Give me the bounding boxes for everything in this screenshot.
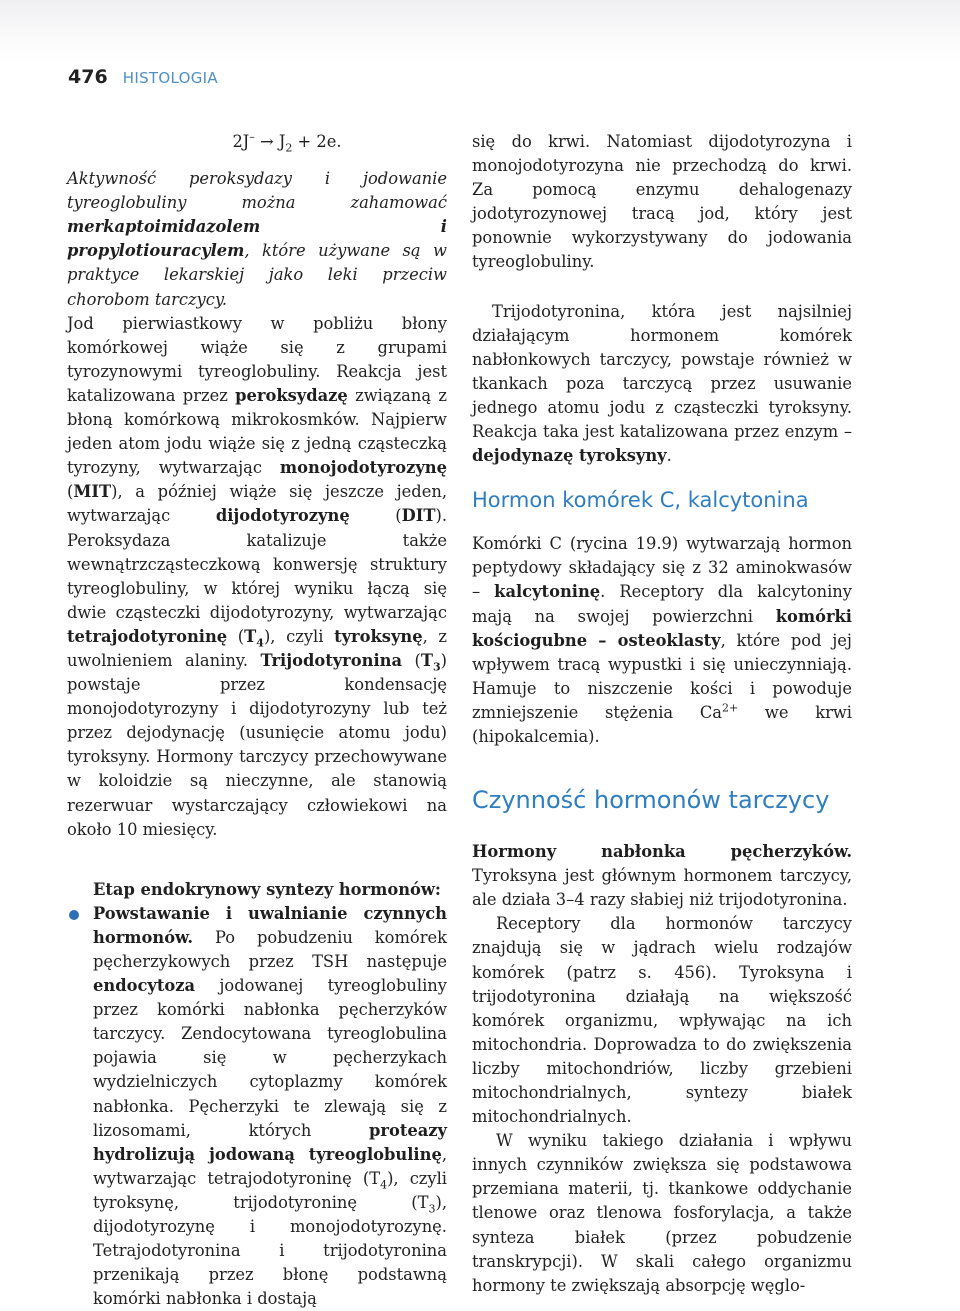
receptors-paragraph: Receptory dla hormonów tarczycy znajdują się w jądrach wielu rodzajów komórek (patrz s. 456). Tyroksyna i trijodotyronina działają na większość komórek organizmu, wpływając na ich mitochondria. Doprowadza to do zwiększenia liczby mitochondriów, liczby grzebieni mitochondrialnych, syntezy białek mitochondrialnych.	[472, 914, 852, 1127]
peroxidase-inhibition-note: Aktywność peroksydazy i jodowanie tyreoglobuliny można zahamować merkaptoimidazolem i propylotiouracylem, które używane są w praktyce lekarskiej jako leki przeciw chorobom tarczycy.	[67, 169, 447, 309]
metabolism-paragraph: W wyniku takiego działania i wpływu innych czynników zwiększa się podstawowa przemiana materii, tj. tkankowe oddychanie tlenowe oraz tlenowa fosforylacja, a także synteza białek (przez pobudzenie transkrypcji). W skali całego organizmu hormony te zwiększają absorpcję węglo-	[472, 1131, 852, 1295]
calcitonin-heading: Hormon komórek C, kalcytonina	[472, 488, 809, 513]
thyroid-function-heading: Czynność hormonów tarczycy	[472, 786, 830, 815]
left-column	[67, 130, 447, 1311]
spacer	[67, 842, 447, 878]
bullet-dot-icon	[69, 910, 79, 920]
section-name: HISTOLOGIA	[122, 69, 218, 87]
spacer	[472, 815, 852, 840]
iodine-equation: $2J^- \to J_2 + 2e$.	[232, 130, 342, 155]
hormone-release-bullet: Powstawanie i uwalnianie czynnych hormonów. Po pobudzeniu komórek pęcherzykowych przez TSH następuje endocytoza jodowanej tyreoglobuliny przez komórki nabłonka pęcherzyków tarczycy. Zendocytowana tyreoglobulina pojawia się w pęcherzykach wydzielniczych cytoplazmy komórek nabłonka. Pęcherzyki te zlewają się z lizosomami, których proteazy hydrolizują jodowaną tyreoglobulinę, wytwarzając tetrajodotyroninę $(T_4)$, czyli tyroksynę, trijodotyroninę $(T_3)$, dijodotyrozynę i monojodotyrozynę. Tetrajodotyronina i trijodotyronina przenikają przez błonę podstawną komórki nabłonka i dostają	[67, 902, 447, 1311]
triiodothyronine-paragraph: Trijodotyronina, która jest najsilniej działającym hormonem komórek nabłonkowych tarczycy, powstaje również w tkankach poza tarczycą przez usuwanie jednego atomu jodu z cząsteczki tyroksyny. Reakcja taka jest katalizowana przez enzym – dejodynazę tyroksyny.	[472, 301, 852, 466]
header-band	[0, 0, 960, 62]
spacer	[472, 749, 852, 785]
spacer	[472, 275, 852, 300]
page-number: 476	[68, 66, 108, 88]
arrow-icon: →	[260, 132, 274, 151]
calcitonin-paragraph: Komórki C (rycina 19.9) wytwarzają hormon peptydowy składający się z 32 aminokwasów – kalcytoninę. Receptory dla kalcytoniny mają na swojej powierzchni komórki kościogubne – osteoklasty, które pod jej wpływem tracą wypustki i się unieczynniają. Hamuje to niszczenie kości i powoduje zmniejszenie stężenia $Ca^{2+}$ we krwi (hipokalcemia).	[472, 534, 853, 746]
right-column	[472, 130, 852, 1298]
follicular-hormones-paragraph: Hormony nabłonka pęcherzyków. Tyroksyna jest głównym hormonem tarczycy, ale działa 3–4 razy słabiej niż trijodotyronina.	[472, 842, 852, 910]
blood-release-paragraph: się do krwi. Natomiast dijodotyrozyna i monojodotyrozyna nie przechodzą do krwi. Za pomocą enzymu dehalogenazy jodotyrozynowej tracą jod, który jest ponownie wykorzystywany do jodowania tyreoglobuliny.	[472, 132, 852, 272]
spacer	[472, 468, 852, 486]
spacer	[472, 514, 852, 532]
running-head	[68, 66, 218, 88]
iodination-paragraph: Jod pierwiastkowy w pobliżu błony komórkowej wiąże się z grupami tyrozynowymi tyreoglobuliny. Reakcja jest katalizowana przez peroksydazę związaną z błoną komórkową mikrokosmków. Najpierw jeden atom jodu wiąże się z jedną cząsteczką tyrozyny, wytwarzając monojodotyrozynę (MIT), a później wiąże się jeszcze jeden, wytwarzając dijodotyrozynę (DIT). Peroksydaza katalizuje także wewnątrzcząsteczkową konwersję struktury tyreoglobuliny, w której wyniku łączą się dwie cząsteczki dijodotyrozyny, wytwarzając tetrajodotyroninę $(T_4)$, czyli tyroksynę, z uwolnieniem alaniny. Trijodotyronina $(T_3)$ powstaje przez kondensację monojodotyrozyny i dijodotyrozyny lub też przez dejodynację (usunięcie atomu jodu) tyroksyny. Hormony tarczycy przechowywane w koloidzie są nieczynne, ale stanowią rezerwuar wystarczający człowiekowi na około 10 miesięcy.	[67, 313, 448, 839]
endocrine-stage-title: Etap endokrynowy syntezy hormonów:	[93, 879, 441, 899]
